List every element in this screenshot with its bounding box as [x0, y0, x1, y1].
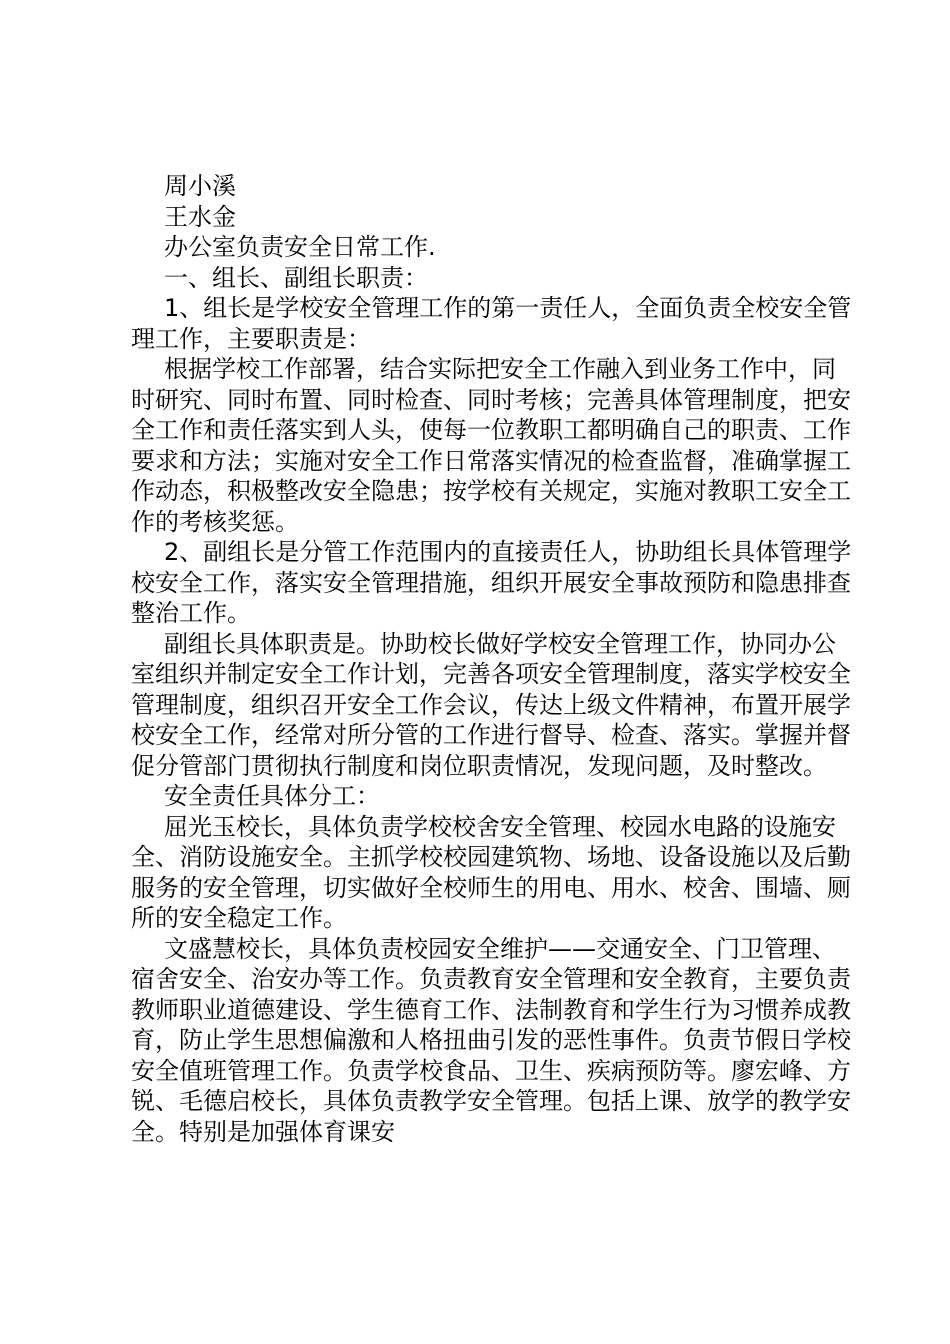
paragraph: 屈光玉校长，具体负责学校校舍安全管理、校园水电路的设施安全、消防设施安全。主抓学校校园建筑物、场地、设备设施以及后勤服务的安全管理，切实做好全校师生的用电、用水、校舍、围墙、厕所的安全稳定工作。	[131, 812, 851, 932]
paragraph: 1、组长是学校安全管理工作的第一责任人，全面负责全校安全管理工作，主要职责是：	[131, 294, 852, 353]
name-line: 周小溪	[164, 172, 236, 200]
paragraph: 副组长具体职责是。协助校长做好学校安全管理工作，协同办公室组织并制定安全工作计划，完善各项安全管理制度，落实学校安全管理制度，组织召开安全工作会议，传达上级文件精神，布置开展学校安全工作，经常对所分管的工作进行督导、检查、落实。掌握并督促分管部门贯彻执行制度和岗位职责情况，发现问题，及时整改。	[131, 629, 851, 780]
office-duty-line: 办公室负责安全日常工作.	[164, 233, 436, 261]
paragraph: 文盛慧校长，具体负责校园安全维护——交通安全、门卫管理、宿舍安全、治安办等工作。负责教育安全管理和安全教育，主要负责教师职业道德建设、学生德育工作、法制教育和学生行为习惯养成教育，防止学生思想偏激和人格扭曲引发的恶性事件。负责节假日学校安全值班管理工作。负责学校食品、卫生、疾病预防等。廖宏峰、方锐、毛德启校长，具体负责教学安全管理。包括上课、放学的教学安全。特别是加强体育课安	[131, 934, 851, 1146]
subheading: 安全责任具体分工：	[164, 782, 380, 810]
document-body	[131, 171, 853, 1147]
paragraph: 2、副组长是分管工作范围内的直接责任人，协助组长具体管理学校安全工作，落实安全管理措施，组织开展安全事故预防和隐患排查整治工作。	[131, 538, 852, 627]
paragraph: 根据学校工作部署，结合实际把安全工作融入到业务工作中，同时研究、同时布置、同时检查、同时考核；完善具体管理制度，把安全工作和责任落实到人头，使每一位教职工都明确自己的职责、工作要求和方法；实施对安全工作日常落实情况的检查监督，准确掌握工作动态，积极整改安全隐患；按学校有关规定，实施对教职工安全工作的考核奖惩。	[131, 355, 851, 536]
name-line: 王水金	[164, 202, 236, 231]
section-heading: 一、组长、副组长职责：	[164, 263, 428, 292]
